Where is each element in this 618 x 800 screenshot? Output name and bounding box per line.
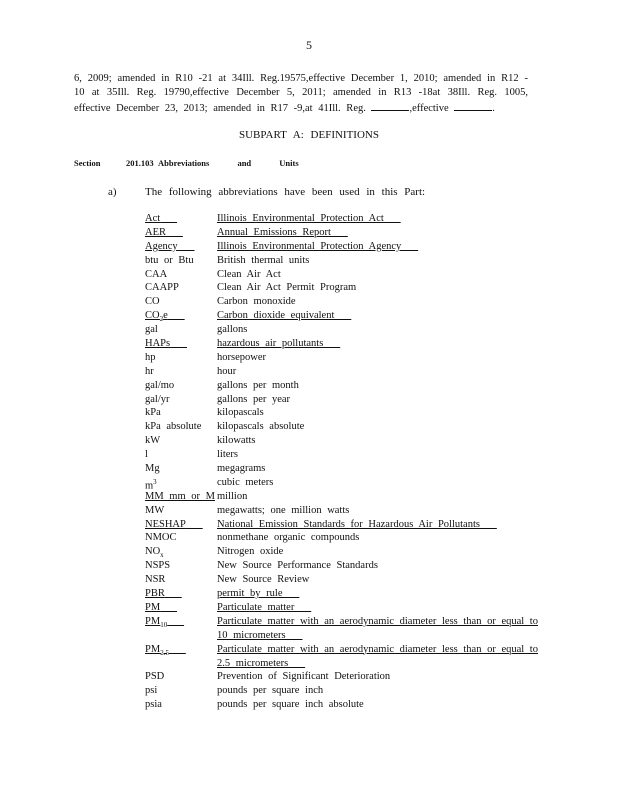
abbreviation-definition: cubic meters (217, 476, 274, 488)
abbreviation-definition: liters (217, 449, 238, 461)
abbreviation-definition: New Source Review (217, 574, 310, 586)
abbreviation-definition: Clean Air Act (217, 268, 281, 280)
abbreviation-row (145, 448, 545, 462)
page-number: 5 (306, 38, 312, 52)
abbreviation-definition: British thermal units (217, 254, 310, 266)
abbreviation-definition: permit by rule (217, 588, 300, 600)
abbreviation-row (145, 545, 545, 559)
abbreviation-term: PBR (145, 588, 165, 600)
abbreviation-term: NSR (145, 574, 166, 586)
abbreviation-row (145, 309, 545, 323)
abbreviation-term: $NO_x$ (145, 546, 164, 560)
abbreviation-term: NSPS (145, 560, 171, 572)
abbreviation-row (145, 698, 545, 712)
abbreviation-term: MW (145, 504, 165, 516)
abbreviation-row (145, 490, 545, 504)
abbreviation-definition: pounds per square inch (217, 685, 324, 697)
abbreviation-row (145, 601, 545, 615)
abbreviation-term: $PM_{10}$ (145, 615, 168, 629)
abbreviation-row (145, 406, 545, 420)
abbreviation-definition: Particulate matter with an aerodynamic diameter less than or equal to 2.5 micrometers (217, 643, 538, 669)
abbreviation-row (145, 587, 545, 601)
abbreviation-term: PM (145, 601, 161, 613)
abbreviation-term: NESHAP (145, 518, 186, 530)
abbreviation-term: l (145, 449, 148, 461)
amendment-history-text: 6, 2009; amended in R10 -21 at 34Ill. Reg.19575,effective December 1, 2010; amended in R12 - 10 at 35Ill. Reg. 19790,effective December 5, 2011; amended in R13 -18at 38Ill. Reg. 1005, effective December 23, 2013; amended in R17 -9,at 41Ill. Reg. (74, 73, 528, 114)
abbreviation-definition: megagrams (217, 463, 266, 475)
abbreviation-definition: Nitrogen oxide (217, 546, 284, 558)
abbreviation-definition: National Emission Standards for Hazardous Air Pollutants (217, 518, 497, 530)
abbreviation-definition: New Source Performance Standards (217, 560, 378, 572)
abbreviation-definition: kilowatts (217, 435, 256, 447)
abbreviation-term: hr (145, 365, 154, 377)
abbreviation-row (145, 573, 545, 587)
abbreviation-term: kPa (145, 407, 161, 419)
abbreviation-definition: kilopascals (217, 407, 264, 419)
abbreviation-definition: nonmethane organic compounds (217, 532, 360, 544)
abbreviation-definition: horsepower (217, 351, 266, 363)
abbreviation-row (145, 226, 545, 240)
abbreviation-row (145, 462, 545, 476)
abbreviation-row (145, 670, 545, 684)
section-number: 201.103 (126, 158, 154, 168)
abbreviation-list (145, 212, 545, 712)
abbreviation-definition: hazardous air pollutants (217, 338, 341, 350)
abbreviation-definition: million (217, 490, 248, 502)
abbreviation-row (145, 476, 545, 490)
abbreviation-term: Agency (145, 240, 178, 252)
abbreviation-definition: Carbon dioxide equivalent (217, 310, 352, 322)
abbreviation-row (145, 518, 545, 532)
abbreviation-term: PSD (145, 671, 165, 683)
abbreviation-definition: Particulate matter (217, 601, 312, 613)
abbreviation-term: CO (145, 296, 160, 308)
abbreviation-row (145, 420, 545, 434)
abbreviation-term: CAAPP (145, 282, 179, 294)
abbreviation-row (145, 323, 545, 337)
abbreviation-row (145, 379, 545, 393)
abbreviation-row (145, 240, 545, 254)
abbreviation-term: kPa absolute (145, 421, 202, 433)
abbreviation-row (145, 684, 545, 698)
paragraph-text: The following abbreviations have been used in this Part: (145, 186, 426, 198)
abbreviation-definition: pounds per square inch absolute (217, 699, 364, 711)
abbreviation-term: hp (145, 351, 156, 363)
abbreviation-row (145, 393, 545, 407)
abbreviation-row (145, 365, 545, 379)
abbreviation-definition: kilopascals absolute (217, 421, 305, 433)
abbreviation-term: $PM_{2.5}$ (145, 643, 169, 657)
abbreviation-term: Mg (145, 463, 160, 475)
abbreviation-term: Act (145, 213, 161, 224)
abbreviation-row (145, 351, 545, 365)
abbreviation-row (145, 643, 545, 671)
abbreviation-term: gal/yr (145, 393, 170, 405)
abbreviation-term: $m^3$ (145, 477, 157, 492)
abbreviation-term: psia (145, 699, 162, 711)
blank-line (371, 100, 409, 111)
abbreviation-row (145, 531, 545, 545)
abbreviation-row (145, 268, 545, 282)
abbreviation-row (145, 337, 545, 351)
abbreviation-term: CAA (145, 268, 168, 280)
abbreviation-term: MM mm or M (145, 490, 215, 502)
abbreviation-definition: Annual Emissions Report (217, 226, 348, 238)
abbreviation-definition: Prevention of Significant Deterioration (217, 671, 391, 683)
abbreviation-definition: Clean Air Act Permit Program (217, 282, 357, 294)
abbreviation-row (145, 295, 545, 309)
abbreviation-definition: gallons per year (217, 393, 291, 405)
abbreviation-term: psi (145, 685, 158, 697)
section-label: Section (74, 158, 101, 168)
abbreviation-definition: megawatts; one million watts (217, 504, 350, 516)
abbreviation-term: AER (145, 226, 166, 238)
abbreviation-row (145, 559, 545, 573)
abbreviation-term: btu or Btu (145, 254, 194, 266)
paragraph-label: a) (108, 186, 117, 198)
effective-word: ,effective (409, 103, 449, 114)
abbreviation-definition: gallons (217, 324, 248, 336)
abbreviation-definition: Particulate matter with an aerodynamic diameter less than or equal to 10 micrometers (217, 615, 538, 641)
abbreviation-definition: gallons per month (217, 379, 299, 391)
abbreviation-row (145, 254, 545, 268)
abbreviation-row (145, 434, 545, 448)
abbreviation-term: gal/mo (145, 379, 175, 391)
abbreviation-term: $CO_2e$ (145, 310, 168, 324)
subpart-title: SUBPART A: DEFINITIONS (239, 129, 379, 141)
amendment-history (74, 72, 528, 116)
abbreviation-term: NMOC (145, 532, 177, 544)
end-mark: . (492, 103, 495, 114)
abbreviation-row (145, 281, 545, 295)
abbreviation-term: kW (145, 435, 161, 447)
abbreviation-row (145, 212, 545, 226)
blank-line (454, 100, 492, 111)
section-title: Abbreviations and Units (158, 158, 299, 168)
abbreviation-term: gal (145, 324, 158, 336)
abbreviation-row (145, 615, 545, 643)
abbreviation-definition: Carbon monoxide (217, 296, 296, 308)
abbreviation-definition: hour (217, 365, 237, 377)
abbreviation-definition: Illinois Environmental Protection Agency (217, 240, 419, 252)
abbreviation-definition: Illinois Environmental Protection Act (217, 213, 401, 224)
abbreviation-term: HAPs (145, 338, 171, 350)
abbreviation-row (145, 504, 545, 518)
